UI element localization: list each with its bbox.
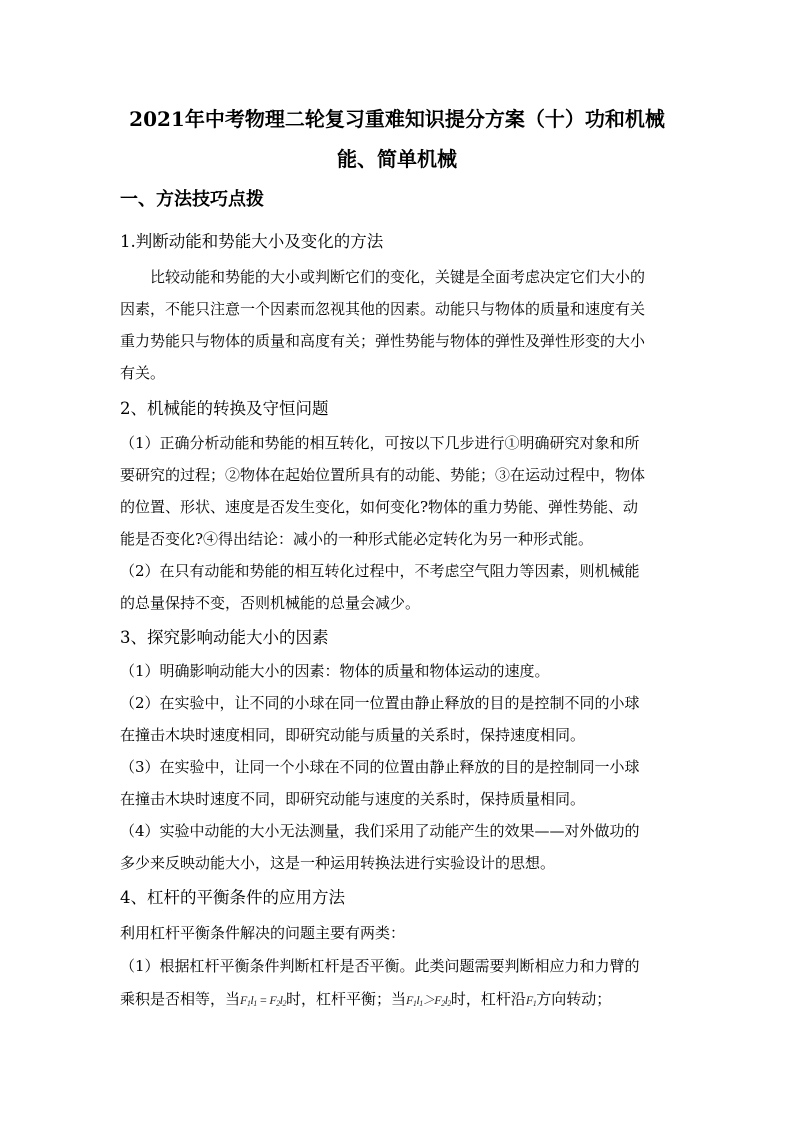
text-run: 时，杠杆沿 [450,990,526,1008]
paragraph-line: 的位置、形状、速度是否发生变化，如何变化?物体的重力势能、弹性势能、动 [120,498,639,516]
paragraph-line: 利用杠杆平衡条件解决的问题主要有两类： [120,924,406,942]
paragraph-line: 要研究的过程；②物体在起始位置所具有的动能、势能；③在运动过程中，物体 [120,466,646,484]
formula-force: $F_1$ [525,993,537,1008]
paragraph-line: 的总量保持不变，否则机械能的总量会减少。 [120,594,421,612]
document-title-line-2: 能、简单机械 [337,147,457,171]
paragraph-line: （4）实验中动能的大小无法测量，我们采用了动能产生的效果——对外做功的 [120,822,640,840]
topic-heading: 4、杠杆的平衡条件的应用方法 [120,888,345,907]
paragraph-line: 因素，不能只注意一个因素而忽视其他的因素。动能只与物体的质量和速度有关 [120,300,646,318]
topic-heading: 1.判断动能和势能大小及变化的方法 [120,232,384,251]
formula-greater: $F_1l_1>F_2l_2$ [406,993,451,1008]
paragraph-line: 比较动能和势能的大小或判断它们的变化，关键是全面考虑决定它们大小的 [150,268,646,286]
paragraph-line: （1）根据杠杆平衡条件判断杠杆是否平衡。此类问题需要判断相应力和力臂的 [120,957,640,975]
paragraph-line: 在撞击木块时速度相同，即研究动能与质量的关系时，保持速度相同。 [120,726,586,744]
paragraph-line: 在撞击木块时速度不同，即研究动能与速度的关系时，保持质量相同。 [120,790,586,808]
topic-heading: 3、探究影响动能大小的因素 [120,628,329,647]
text-run: 方向转动； [536,990,612,1008]
paragraph-line: （2）在实验中，让不同的小球在同一位置由静止释放的目的是控制不同的小球 [120,694,640,712]
text-run: 时，杠杆平衡；当 [286,990,407,1008]
section-heading: 一、方法技巧点拨 [120,189,264,210]
paragraph-line: （1）明确影响动能大小的因素：物体的质量和物体运动的速度。 [120,662,550,680]
formula-line [120,988,611,1015]
topic-heading: 2、机械能的转换及守恒问题 [120,399,329,418]
paragraph-line: 能是否变化?④得出结论：减小的一种形式能必定转化为另一种形式能。 [120,530,594,548]
paragraph-line: 重力势能只与物体的质量和高度有关；弹性势能与物体的弹性及弹性形变的大小 [120,332,646,350]
document-title-line-1: 2021年中考物理二轮复习重难知识提分方案（十）功和机械 [129,107,665,131]
paragraph-line: （3）在实验中，让同一个小球在不同的位置由静止释放的目的是控制同一小球 [120,758,640,776]
formula-equal: $F_1l_1 = F_2l_2$ [240,993,286,1008]
paragraph-line: （1）正确分析动能和势能的相互转化，可按以下几步进行①明确研究对象和所 [120,434,640,452]
text-run: 乘积是否相等，当 [120,990,241,1008]
paragraph-line: 多少来反映动能大小，这是一种运用转换法进行实验设计的思想。 [120,854,556,872]
paragraph-line: （2）在只有动能和势能的相互转化过程中，不考虑空气阻力等因素，则机械能 [120,562,640,580]
paragraph-line: 有关。 [120,364,166,382]
